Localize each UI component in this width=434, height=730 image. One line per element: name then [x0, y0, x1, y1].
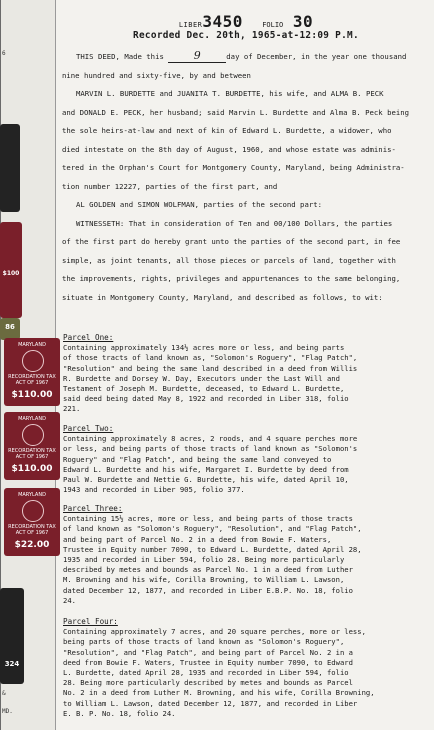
margin-stamp	[0, 588, 24, 684]
parcel-line: Roguery" and "Flag Patch", and being the same land conveyed to	[63, 454, 332, 464]
liber-folio-header	[58, 12, 434, 31]
recordation-tax-stamp	[4, 412, 60, 480]
folio-label: FOLIO	[262, 21, 284, 29]
parcel-one	[63, 333, 423, 415]
liber-number: 3450	[202, 12, 243, 31]
parcel-line: M. Browning and his wife, Corilla Browning, to William L. Lawson,	[63, 575, 345, 585]
parcel-two	[63, 424, 423, 495]
parcel-line: dated December 12, 1877, and recorded in Liber E.B.P. No. 18, folio	[63, 585, 353, 595]
parcel-line: Edward L. Burdette and his wife, Margaret I. Burdette by deed from	[63, 464, 349, 474]
stamp-mid-text: RECORDATION TAX	[8, 448, 56, 454]
parcel-line: Trustee in Equity number 7090, to Edward L. Burdette, dated April 28,	[63, 544, 362, 554]
parcel-line: 1935 and recorded in Liber 594, folio 28. Being more particularly	[63, 555, 345, 565]
parcel-line: No. 2 in a deed from Luther M. Browning, and his wife, Corilla Browning,	[63, 688, 375, 698]
parcel-three	[63, 504, 423, 606]
parcel-line: Containing approximately 7 acres, and 20 square perches, more or less,	[63, 627, 366, 637]
recordation-tax-stamp	[4, 488, 60, 556]
handwritten-day: 9	[168, 50, 226, 63]
parcel-line: L. Burdette, dated April 28, 1935 and recorded in Liber 594, folio	[63, 668, 349, 678]
deed-line: THIS DEED, Made this 9 day of December, in the year one thousand	[76, 49, 407, 62]
parcel-line: R. Burdette and Dorsey W. Day, Executors under the Last Will and	[63, 373, 340, 383]
parcel-heading: Parcel Four:	[63, 617, 118, 626]
deed-line: tion number 12227, parties of the first part, and	[62, 181, 278, 191]
deed-line: situate in Montgomery County, Maryland, and described as follows, to wit:	[62, 292, 383, 302]
parcel-line: Containing 15½ acres, more or less, and being parts of those tracts	[63, 514, 353, 524]
parcel-line: E. B. P. No. 18, folio 24.	[63, 708, 176, 718]
deed-line: the improvements, rights, privileges and appurtenances to the same belonging,	[62, 274, 401, 283]
stamp-mid-text: RECORDATION TAX	[8, 524, 56, 530]
stamp-mid-text: RECORDATION TAX	[8, 374, 56, 380]
recordation-tax-stamp	[4, 338, 60, 406]
parcel-line: Paul W. Burdette and Nettie G. Burdette, his wife, dated April 10,	[63, 475, 349, 485]
liber-label: LIBER	[178, 21, 203, 29]
parcel-line: 28. Being more particularly described by metes and bounds as Parcel	[63, 678, 353, 688]
parcel-heading: Parcel Two:	[63, 424, 114, 433]
margin-stamp-value: 324	[4, 660, 20, 668]
parcel-line: said deed being dated May 8, 1922 and recorded in Liber 318, folio	[63, 394, 349, 404]
stamp-value: $22.00	[14, 540, 50, 550]
parcel-line: described by metes and bounds as Parcel No. 1 in a deed from Luther	[63, 565, 353, 575]
deed-body	[62, 48, 430, 307]
margin-stamp-value: $100	[2, 270, 20, 277]
deed-line: tered in the Orphan's Court for Montgomery County, Maryland, being Administra-	[62, 163, 405, 172]
deed-line: simple, as joint tenants, all those pieces or parcels of land, together with	[62, 255, 396, 265]
seal-icon	[22, 424, 44, 446]
deed-line: of the first part do hereby grant unto the parties of the second part, in fee	[62, 237, 401, 246]
margin-mark: MD.	[2, 708, 13, 715]
parcel-line: or less, and being parts of those tracts of land known as "Solomon's	[63, 444, 358, 454]
stamp-value: $110.00	[11, 464, 53, 474]
deed-line: AL GOLDEN and SIMON WOLFMAN, parties of the second part:	[76, 200, 323, 209]
stamp-sub-text: ACT OF 1967	[15, 454, 49, 460]
parcel-line: "Resolution", and "Flag Patch", and being part of Parcel No. 2 in a	[63, 647, 353, 657]
stamp-top-text: MARYLAND	[18, 492, 46, 498]
parcel-line: Testament of Joseph M. Burdette, deceased, to Edward L. Burdette,	[63, 384, 345, 394]
parcel-heading: Parcel One:	[63, 333, 114, 342]
stamp-top-text: MARYLAND	[18, 342, 46, 348]
deed-line: nine hundred and sixty-five, by and between	[62, 70, 251, 80]
parcel-four	[63, 617, 423, 719]
parcel-line: "Resolution" and being the same land described in a deed from Willis	[63, 363, 358, 373]
seal-icon	[22, 500, 44, 522]
folio-number: 30	[292, 12, 314, 31]
parcel-heading: Parcel Three:	[63, 504, 123, 513]
deed-line: and DONALD E. PECK, her husband; said Marvin L. Burdette and Alma B. Peck being	[62, 107, 410, 117]
parcel-line: of land known as "Solomon's Roguery", "Resolution", and "Flag Patch",	[63, 524, 362, 534]
parcel-line: to William L. Lawson, dated December 12, 1877, and recorded in Liber	[63, 698, 358, 708]
margin-stamp-value: 86	[5, 323, 15, 331]
margin-stamp	[0, 222, 22, 318]
parcel-line: 221.	[63, 404, 81, 414]
stamp-sub-text: ACT OF 1967	[15, 380, 49, 386]
stamp-sub-text: ACT OF 1967	[15, 530, 49, 536]
margin-mark: 6	[2, 50, 6, 57]
deed-line: the sole heirs-at-law and next of kin of Edward L. Burdette, a widower, who	[62, 126, 392, 135]
stamp-value: $110.00	[11, 390, 53, 400]
parcel-line: being parts of those tracts of land known as "Solomon's Roguery",	[63, 637, 345, 647]
parcel-line: 1943 and recorded in Liber 905, folio 377.	[63, 485, 245, 495]
margin-stamp	[0, 124, 20, 212]
parcel-line: of those tracts of land known as, "Solomon's Roguery", "Flag Patch",	[63, 353, 358, 363]
parcel-line: Containing approximately 8 acres, 2 roods, and 4 square perches more	[63, 434, 358, 444]
parcel-line: and being part of Parcel No. 2 in a deed from Bowie F. Waters,	[63, 534, 332, 544]
recorded-line: Recorded Dec. 20th, 1965-at-12:09 P.M.	[133, 30, 359, 41]
parcel-line: 24.	[63, 595, 76, 605]
parcel-line: deed from Bowie F. Waters, Trustee in Equity number 7090, to Edward	[63, 657, 353, 667]
deed-line: died intestate on the 8th day of August, 1960, and whose estate was adminis-	[62, 144, 396, 154]
seal-icon	[22, 350, 44, 372]
margin-stamp	[0, 318, 20, 340]
deed-line: MARVIN L. BURDETTE and JUANITA T. BURDETTE, his wife, and ALMA B. PECK	[76, 89, 384, 98]
margin-mark: &	[2, 690, 6, 697]
deed-line: WITNESSETH: That in consideration of Ten and 00/100 Dollars, the parties	[76, 218, 393, 228]
stamp-top-text: MARYLAND	[18, 416, 46, 422]
parcel-line: Containing approximately 134½ acres more or less, and being parts	[63, 343, 345, 353]
